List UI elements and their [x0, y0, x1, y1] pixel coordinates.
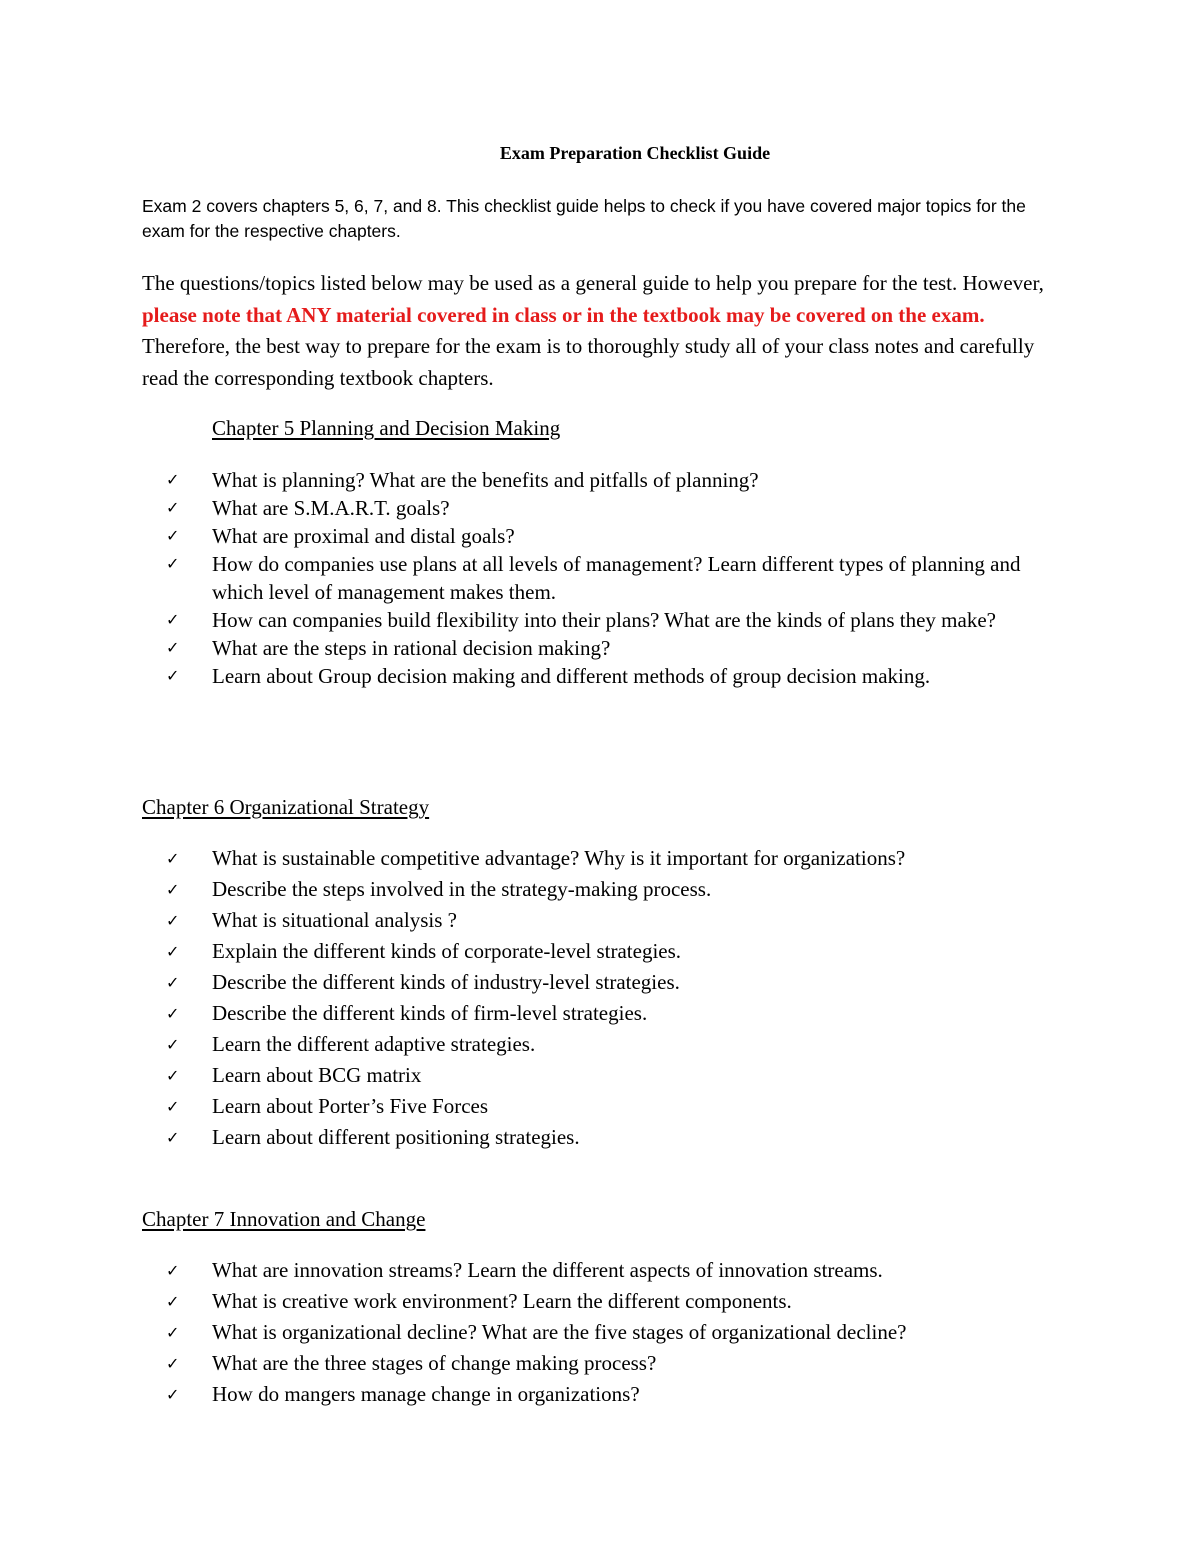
checklist-item	[166, 843, 1046, 874]
checklist-item	[166, 1091, 1046, 1122]
checklist-item-text: Learn about Porter’s Five Forces	[212, 1094, 489, 1118]
checklist-item	[166, 522, 1046, 550]
chapter-6-heading: Chapter 6 Organizational Strategy	[142, 795, 430, 819]
checkmark-icon: ✓	[166, 1097, 180, 1116]
checklist-item-text: Learn the different adaptive strategies.	[212, 1032, 536, 1056]
checkmark-icon: ✓	[166, 666, 180, 685]
checklist-item	[166, 1122, 1046, 1153]
checklist-item	[166, 874, 1046, 905]
checkmark-icon: ✓	[166, 470, 180, 489]
checklist-item-text: How can companies build flexibility into their plans? What are the kinds of plans they make?	[212, 608, 996, 632]
checklist-item-text: What is organizational decline? What are the five stages of organizational decline?	[212, 1320, 907, 1344]
checkmark-icon: ✓	[166, 1323, 180, 1342]
chapter-7-heading: Chapter 7 Innovation and Change	[142, 1207, 426, 1231]
checkmark-icon: ✓	[166, 911, 180, 930]
checklist-item	[166, 998, 1046, 1029]
guide-paragraph	[142, 268, 1072, 394]
checkmark-icon: ✓	[166, 498, 180, 517]
checklist-item	[166, 1348, 1046, 1379]
checklist-item-text: What are the three stages of change making process?	[212, 1351, 657, 1375]
checklist-item-text: What is situational analysis ?	[212, 908, 457, 932]
checkmark-icon: ✓	[166, 1128, 180, 1147]
checkmark-icon: ✓	[166, 1261, 180, 1280]
checklist-item	[166, 662, 1046, 690]
checklist-item	[166, 1286, 1046, 1317]
checkmark-icon: ✓	[166, 942, 180, 961]
checkmark-icon: ✓	[166, 554, 180, 573]
checkmark-icon: ✓	[166, 849, 180, 868]
guide-text-end: Therefore, the best way to prepare for the exam is to thoroughly study all of your class notes and carefully read the corresponding textbook chapters.	[142, 334, 1035, 390]
checklist-item	[166, 466, 1046, 494]
checklist-item-text: How do companies use plans at all levels of management? Learn different types of planning and which level of management makes them.	[212, 552, 1021, 604]
checklist-item	[166, 936, 1046, 967]
checklist-item	[166, 494, 1046, 522]
checkmark-icon: ✓	[166, 1292, 180, 1311]
checklist-item-text: Describe the different kinds of firm-level strategies.	[212, 1001, 648, 1025]
checklist-item-text: How do mangers manage change in organizations?	[212, 1382, 640, 1406]
checklist-item-text: Describe the different kinds of industry-level strategies.	[212, 970, 680, 994]
document-title: Exam Preparation Checklist Guide	[499, 143, 771, 163]
checklist-item-text: Describe the steps involved in the strategy-making process.	[212, 877, 712, 901]
checklist-item-text: What is planning? What are the benefits and pitfalls of planning?	[212, 468, 759, 492]
checkmark-icon: ✓	[166, 1385, 180, 1404]
checklist-item	[166, 606, 1046, 634]
checklist-item-text: What are proximal and distal goals?	[212, 524, 515, 548]
checklist-item-text: What is sustainable competitive advantage? Why is it important for organizations?	[212, 846, 906, 870]
checklist-item-text: What is creative work environment? Learn the different components.	[212, 1289, 792, 1313]
checklist-item	[166, 967, 1046, 998]
checkmark-icon: ✓	[166, 973, 180, 992]
checkmark-icon: ✓	[166, 638, 180, 657]
checklist-item-text: What are S.M.A.R.T. goals?	[212, 496, 450, 520]
checkmark-icon: ✓	[166, 1066, 180, 1085]
checklist-item	[166, 550, 1046, 606]
checklist-item-text: Learn about different positioning strategies.	[212, 1125, 580, 1149]
checklist-item	[166, 1317, 1046, 1348]
checklist-item	[166, 1379, 1046, 1410]
checklist-item-text: What are the steps in rational decision making?	[212, 636, 611, 660]
checkmark-icon: ✓	[166, 610, 180, 629]
guide-warning: please note that ANY material covered in class or in the textbook may be covered on the exam.	[142, 302, 985, 327]
checklist-item	[166, 905, 1046, 936]
checklist-item-text: Explain the different kinds of corporate-level strategies.	[212, 939, 682, 963]
chapter-5-checklist	[166, 466, 1046, 690]
checklist-item-text: Learn about BCG matrix	[212, 1063, 422, 1087]
checklist-item-text: What are innovation streams? Learn the different aspects of innovation streams.	[212, 1258, 883, 1282]
checkmark-icon: ✓	[166, 880, 180, 899]
checkmark-icon: ✓	[166, 1004, 180, 1023]
checkmark-icon: ✓	[166, 1354, 180, 1373]
checklist-item	[166, 1060, 1046, 1091]
checklist-item	[166, 1255, 1046, 1286]
intro-paragraph: Exam 2 covers chapters 5, 6, 7, and 8. This checklist guide helps to check if you have covered major topics for the exam for the respective chapters.	[142, 196, 1026, 241]
guide-text-start: The questions/topics listed below may be used as a general guide to help you prepare for the test. However,	[142, 271, 1044, 295]
checklist-item	[166, 1029, 1046, 1060]
chapter-7-checklist	[166, 1255, 1046, 1410]
checkmark-icon: ✓	[166, 526, 180, 545]
chapter-5-heading: Chapter 5 Planning and Decision Making	[212, 416, 561, 440]
chapter-6-checklist	[166, 843, 1046, 1153]
checklist-item	[166, 634, 1046, 662]
checkmark-icon: ✓	[166, 1035, 180, 1054]
checklist-item-text: Learn about Group decision making and different methods of group decision making.	[212, 664, 931, 688]
